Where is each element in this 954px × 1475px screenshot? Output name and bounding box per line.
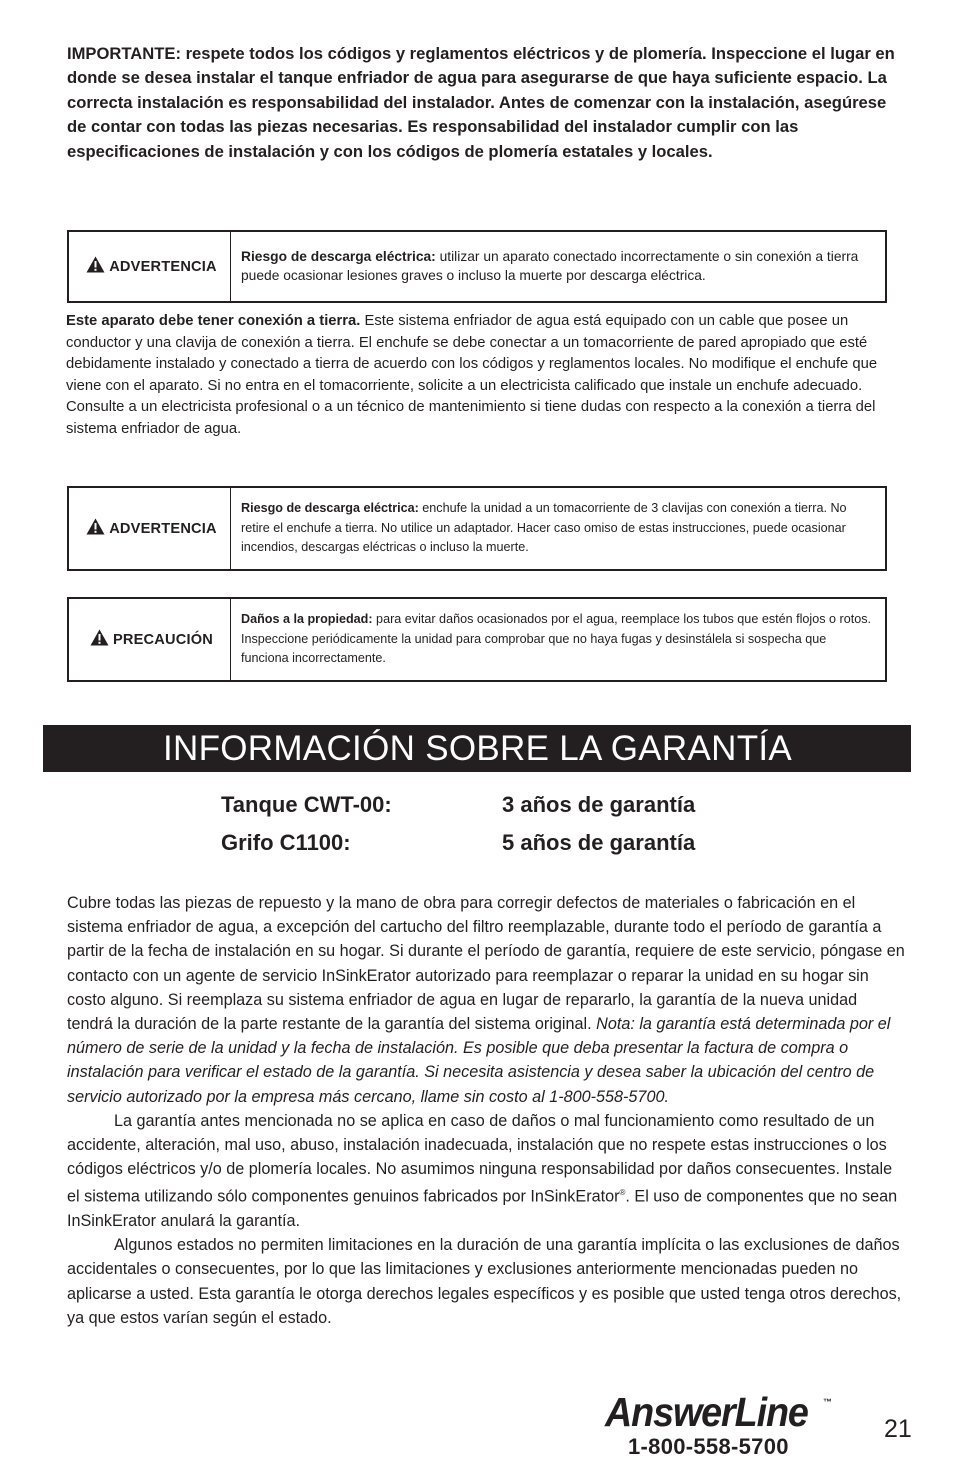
warning-box-electric-shock xyxy=(67,230,887,303)
warranty-paragraph-1 xyxy=(67,891,907,1109)
warning-body: utilizar un aparato conectado incorrectamente o sin conexión a tierra puede ocasionar lesiones graves o incluso la muerte por descarga eléctrica. xyxy=(241,249,859,283)
warning-text xyxy=(231,232,885,301)
warning-label xyxy=(69,232,231,301)
warranty-term-tank: 3 años de garantía xyxy=(502,792,696,817)
warning-title: Riesgo de descarga eléctrica: xyxy=(241,501,419,516)
warranty-body xyxy=(67,891,907,1330)
answerline-logo xyxy=(600,1387,850,1467)
warning-box-plug xyxy=(67,486,887,571)
warranty-item-tank: Tanque CWT-00: xyxy=(221,792,392,817)
warning-triangle-icon xyxy=(86,256,105,277)
warranty-paragraph-2 xyxy=(67,1109,907,1233)
warning-text xyxy=(231,488,885,569)
caution-label xyxy=(69,599,231,680)
caution-text xyxy=(231,599,885,680)
registered-mark: ® xyxy=(619,1188,626,1198)
important-notice: IMPORTANTE: respete todos los códigos y reglamentos eléctricos y de plomería. Inspeccione el lugar en donde se desea instalar el tanque enfriador de agua para asegurarse de que haya suficiente espacio. La correcta instalación es responsabilidad del instalador. Antes de comenzar con la instalación, asegúrese de contar con todas las piezas necesarias. Es responsabilidad del instalador cumplir con las especificaciones de instalación y con los códigos de plomería estatales y locales. xyxy=(67,44,895,161)
logo-wordmark: AnswerLine xyxy=(605,1389,808,1435)
warranty-exclusions-text: La garantía antes mencionada no se aplica en caso de daños o mal funcionamiento como resultado de un accidente, alteración, mal uso, abuso, instalación inadecuada, instalación que no respete estas instrucciones o los códigos eléctricos y/o de plomería locales. No asumimos ninguna responsabilidad por daños consecuentes. Instale el sistema utilizando sólo componentes genuinos fabricados por InSinkErator xyxy=(67,1111,893,1206)
warning-label xyxy=(69,488,231,569)
warranty-note: Nota: la garantía está determinada por el número de serie de la unidad y la fecha de instalación. Es posible que deba presentar la factura de compra o instalación para verificar el estado de la garantía. Si necesita asistencia y desea saber la ubicación del centro de servicio autorizado por la empresa más cercano, llame sin costo al 1-800-558-5700. xyxy=(67,1015,891,1106)
warning-title: Riesgo de descarga eléctrica: xyxy=(241,249,436,264)
grounding-title: Este aparato debe tener conexión a tierra. xyxy=(66,313,361,329)
caution-label-text: PRECAUCIÓN xyxy=(112,631,214,648)
warning-triangle-icon xyxy=(86,518,105,539)
page-number: 21 xyxy=(884,1415,912,1443)
warning-body: enchufe la unidad a un tomacorriente de 3 clavijas con conexión a tierra. No retire el enchufe a tierra. No utilice un adaptador. Hacer caso omiso de estas instrucciones, puede ocasionar incendios, descargas eléctricas o incluso la muerte. xyxy=(241,501,847,555)
warranty-void-text: . El uso de componentes que no sean InSinkErator anulará la garantía. xyxy=(67,1187,898,1231)
warning-triangle-icon xyxy=(90,629,109,650)
warranty-paragraph-3: Algunos estados no permiten limitaciones en la duración de una garantía implícita o las exclusiones de daños accidentales o consecuentes, por lo que las limitaciones y exclusiones anteriormente mencionadas pueden no aplicarse a usted. Esta garantía le otorga derechos legales específicos y es posible que usted tenga otros derechos, ya que estos varían según el estado. xyxy=(67,1236,902,1327)
logo-trademark: ™ xyxy=(823,1397,832,1407)
grounding-paragraph xyxy=(66,311,896,440)
warranty-item-faucet: Grifo C1100: xyxy=(221,830,351,855)
caution-title: Daños a la propiedad: xyxy=(241,612,373,627)
caution-body: para evitar daños ocasionados por el agua, reemplace los tubos que estén flojos o rotos. Inspeccione periódicamente la unidad para comprobar que no haya fugas y desinstálela si sospecha que funciona incorrectamente. xyxy=(241,612,872,666)
warranty-heading: INFORMACIÓN SOBRE LA GARANTÍA xyxy=(163,729,793,768)
warranty-coverage-text: Cubre todas las piezas de repuesto y la mano de obra para corregir defectos de materiales o fabricación en el sistema enfriador de agua, a excepción del cartucho del filtro reemplazable, durante todo el período de garantía a partir de la fecha de instalación en su hogar. Si durante el período de garantía, requiere de este servicio, póngase en contacto con un agente de servicio InSinkErator autorizado para reemplazar o reparar la unidad en su hogar sin costo alguno. Si reemplaza su sistema enfriador de agua en lugar de repararlo, la garantía de la nueva unidad tendrá la duración de la parte restante de la garantía del sistema original. xyxy=(67,894,905,1034)
warranty-heading-banner xyxy=(43,725,911,772)
warning-label-text: ADVERTENCIA xyxy=(109,258,217,275)
logo-phone-number: 1-800-558-5700 xyxy=(628,1434,789,1459)
caution-box-property xyxy=(67,597,887,682)
warning-label-text: ADVERTENCIA xyxy=(109,520,217,537)
grounding-body: Este sistema enfriador de agua está equipado con un cable que posee un conductor y una clavija de conexión a tierra. El enchufe se debe conectar a un tomacorriente de pared apropiado que esté debidamente instalado y conectado a tierra de acuerdo con los códigos y reglamentos locales. No modifique el enchufe que viene con el aparato. Si no entra en el tomacorriente, solicite a un electricista calificado que instale un enchufe adecuado. Consulte a un electricista profesional o a un técnico de mantenimiento si tiene dudas con respecto a la conexión a tierra del sistema enfriador de agua. xyxy=(66,313,878,437)
warranty-term-faucet: 5 años de garantía xyxy=(502,830,696,855)
